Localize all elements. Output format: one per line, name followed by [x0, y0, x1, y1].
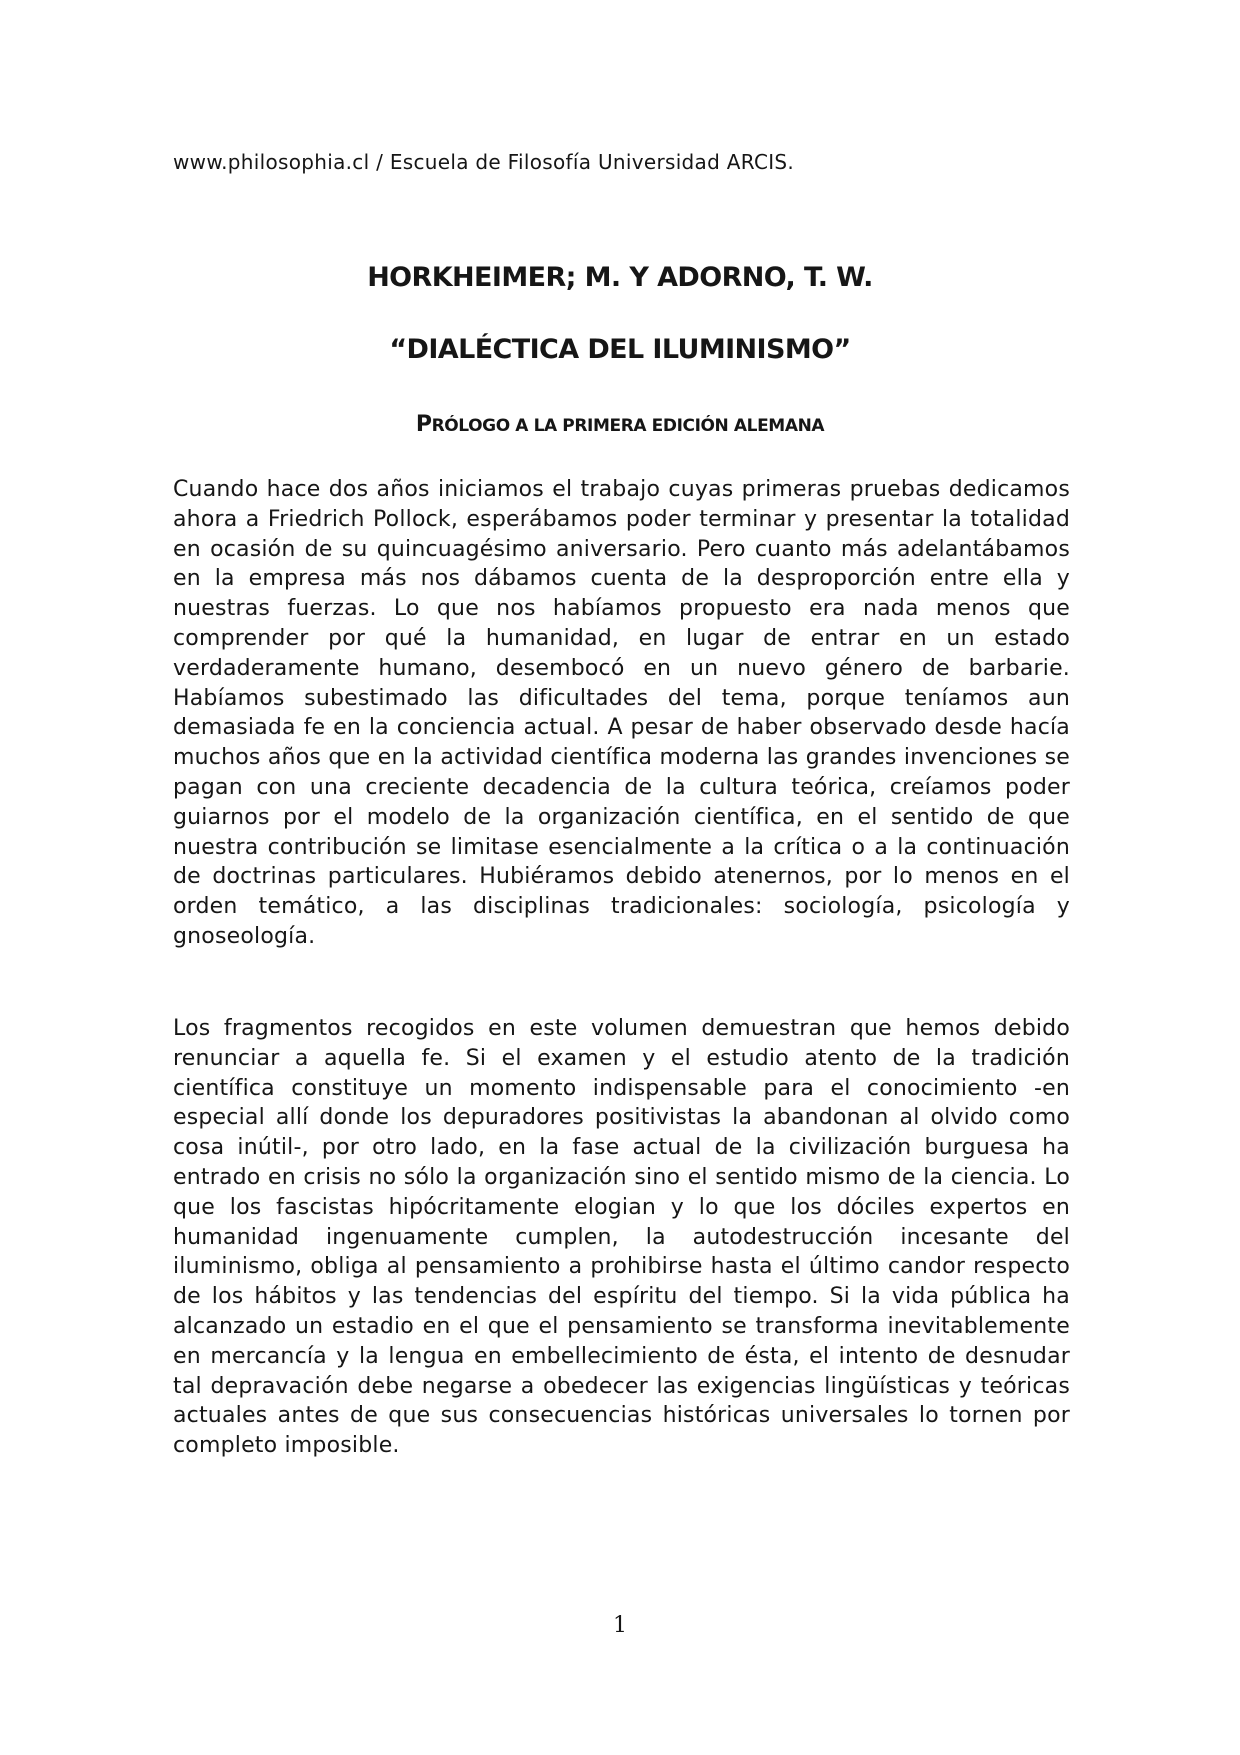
section-heading-initial: P: [415, 412, 432, 437]
document-title: “DIALÉCTICA DEL ILUMINISMO”: [389, 334, 851, 365]
page-number: 1: [613, 1613, 627, 1638]
body-paragraph-2: Los fragmentos recogidos en este volumen demuestran que hemos debido renunciar a aquella fe. Si el examen y el estudio atento de la tradición científica constituye un momento indispensable para el conocimiento -en especial allí donde los depuradores positivistas la abandonan al olvido como cosa inútil-, por otro lado, en la fase actual de la civilización burguesa ha entrado en crisis no sólo la organización sino el sentido mismo de la ciencia. Lo que los fascistas hipócritamente elogian y lo que los dóciles expertos en humanidad ingenuamente cumplen, la autodestrucción incesante del iluminismo, obliga al pensamiento a prohibirse hasta el último candor respecto de los hábitos y las tendencias del espíritu del tiempo. Si la vida pública ha alcanzado un estadio en el que el pensamiento se transforma inevitablemente en mercancía y la lengua en embellecimiento de ésta, el intento de desnudar tal depravación debe negarse a obedecer las exigencias lingüísticas y teóricas actuales antes de que sus consecuencias históricas universales lo tornen por completo imposible.: [173, 1016, 1070, 1459]
source-header: www.philosophia.cl / Escuela de Filosofía Universidad ARCIS.: [173, 150, 795, 174]
section-heading: [0, 412, 1240, 437]
document-authors: HORKHEIMER; M. Y ADORNO, T. W.: [367, 262, 873, 293]
body-paragraph-1: Cuando hace dos años iniciamos el trabajo cuyas primeras pruebas dedicamos ahora a Friedrich Pollock, esperábamos poder terminar y presentar la totalidad en ocasión de su quincuagésimo aniversario. Pero cuanto más adelantábamos en la empresa más nos dábamos cuenta de la desproporción entre ella y nuestras fuerzas. Lo que nos habíamos propuesto era nada menos que comprender por qué la humanidad, en lugar de entrar en un estado verdaderamente humano, desembocó en un nuevo género de barbarie. Habíamos subestimado las dificultades del tema, porque teníamos aun demasiada fe en la conciencia actual. A pesar de haber observado desde hacía muchos años que en la actividad científica moderna las grandes invenciones se pagan con una creciente decadencia de la cultura teórica, creíamos poder guiarnos por el modelo de la organización científica, en el sentido de que nuestra contribución se limitase esencialmente a la crítica o a la continuación de doctrinas particulares. Hubiéramos debido atenernos, por lo menos en el orden temático, a las disciplinas tradicionales: sociología, psicología y gnoseología.: [173, 477, 1070, 949]
section-heading-rest: RÓLOGO A LA PRIMERA EDICIÓN ALEMANA: [431, 416, 825, 436]
